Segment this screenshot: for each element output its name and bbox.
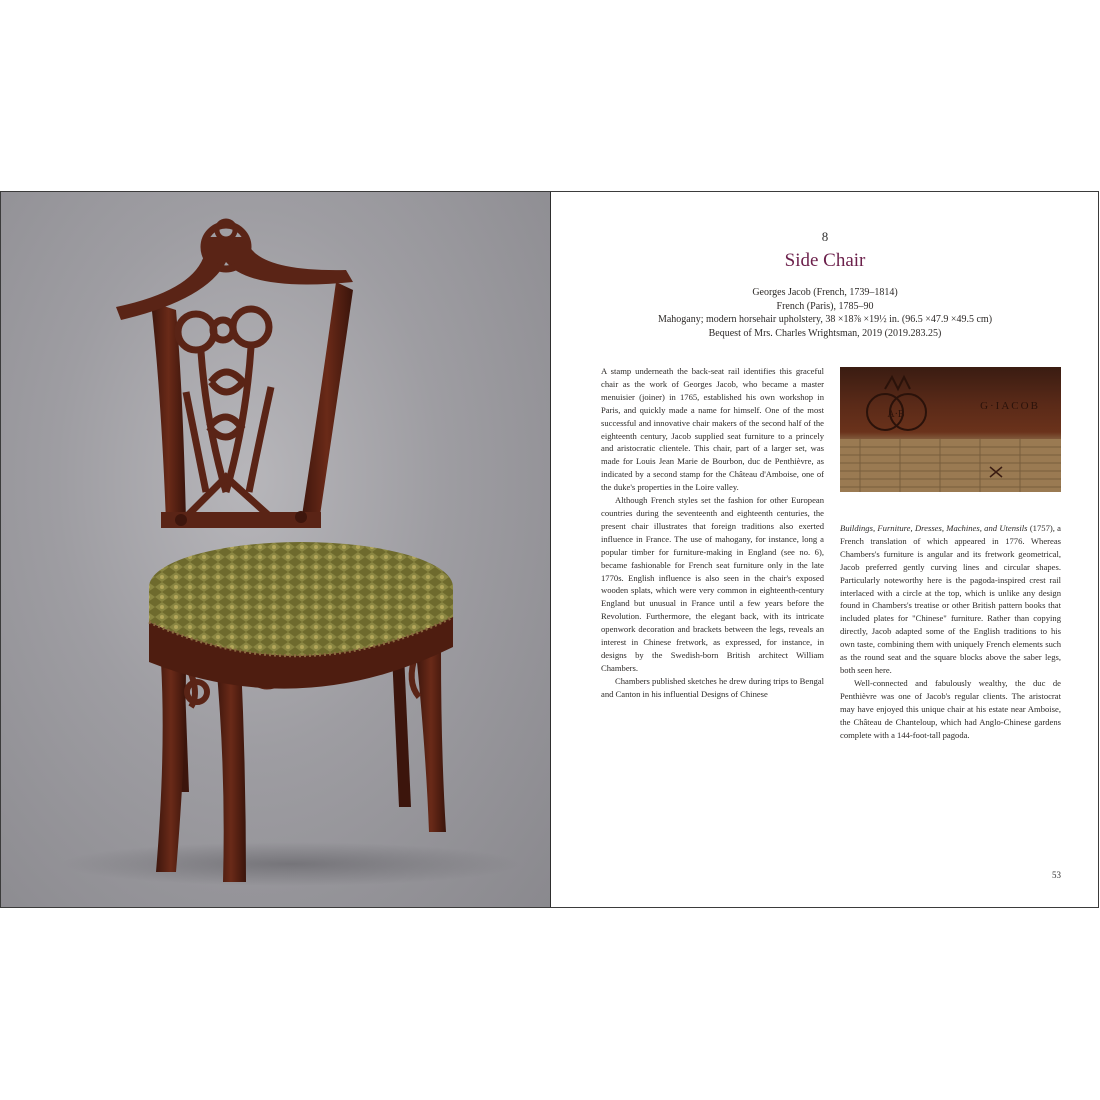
origin-line: French (Paris), 1785–90: [776, 300, 874, 312]
maker-line: Georges Jacob (French, 1739–1814): [752, 287, 898, 298]
page-number: 53: [1052, 870, 1061, 880]
front-right-leg: [416, 652, 446, 832]
paragraph: Buildings, Furniture, Dresses, Machines, and Utensils (1757), a French translation of which appeared in 1776. Whereas Chambers's furniture is angular and its fretwork geometrical, Jacob preferred gently curving lines and circular shapes. Particularly noteworthy here is the pagoda-inspired crest rail interlaced with a circle at the top, which is unlike any design found in Chambers's treatise or other British pattern books that included plates for "Chinese" furniture. Rather than copying directly, Jacob adapted some of the English traditions to his own taste, combining them with uniquely French elements such as the round seat and the square blocks above the saber legs, both seen here.: [840, 523, 1061, 675]
book-spread: [0, 191, 1099, 908]
paragraph: Although French styles set the fashion for other European countries during the seventeenth and eighteenth centuries, the present chair illustrates that foreign traditions also exerted influence in France. The use of mahogany, for instance, long a popular timber for furniture-making in England (see no. 6), became fashionable for French seat furniture only in the late 1770s. English influence is also seen in the chair's exposed wooden splats, which were very common in eighteenth-century England but unusual in France until a few years before the Revolution. Furthermore, the elegant back, with its intricate openwork decoration and brackets between the legs, reveals an interest in Chinese fretwork, as expressed, for instance, in designs by the Swedish-born British architect William Chambers.: [601, 495, 824, 673]
front-left-leg: [156, 662, 186, 872]
page-gutter: [550, 192, 551, 907]
crest-rail: [116, 237, 353, 320]
jacob-stamp-text: G·IACOB: [980, 400, 1040, 412]
stamp-detail-photograph: [840, 367, 1061, 492]
body-column-left: [601, 365, 824, 701]
floor-shadow: [61, 842, 521, 886]
stamp-detail-illustration: [840, 367, 1061, 492]
object-metadata: [552, 286, 1098, 340]
book-title-italic: Buildings, Furniture, Dresses, Machines, and Utensils: [840, 523, 1028, 533]
credit-line: Bequest of Mrs. Charles Wrightsman, 2019 (2019.283.25): [708, 327, 942, 339]
paragraph: Well-connected and fabulously wealthy, the duc de Penthièvre was one of Jacob's regular clients. The aristocrat may have enjoyed this unique chair at his estate near Amboise, the Château de Chanteloup, which had Anglo-Chinese gardens complete with a 144-foot-tall pagoda.: [840, 677, 1061, 740]
entry-title: Side Chair: [784, 250, 866, 271]
text-page: [552, 192, 1098, 907]
body-column-right: [840, 522, 1061, 741]
openwork-splat: [178, 309, 276, 522]
crown-letters: A·B: [887, 409, 905, 420]
chair-photograph: [1, 192, 551, 907]
right-stile: [301, 282, 353, 522]
medium-dimensions-line: Mahogany; modern horsehair upholstery, 38 ×18⅞ ×19½ in. (96.5 ×47.9 ×49.5 cm): [657, 314, 993, 326]
catalogue-number: 8: [821, 229, 829, 244]
side-chair-illustration: [1, 192, 551, 907]
paragraph: A stamp underneath the back-seat rail identifies this graceful chair as the work of Georges Jacob, who became a master menuisier (joiner) in 1765, established his own workshop in Paris, and quickly made a name for himself. One of the most successful and innovative chair makers of the second half of the eighteenth century, Jacob supplied seat furniture to a princely and aristocratic clientele. This chair, part of a larger set, was made for Louis Jean Marie de Bourbon, duc de Penthièvre, as indicated by a second stamp for the Château d'Amboise, one of the duke's properties in the Loire valley.: [601, 366, 824, 493]
paragraph: Chambers published sketches he drew during trips to Bengal and Canton in his influential Designs of Chinese: [601, 675, 824, 699]
